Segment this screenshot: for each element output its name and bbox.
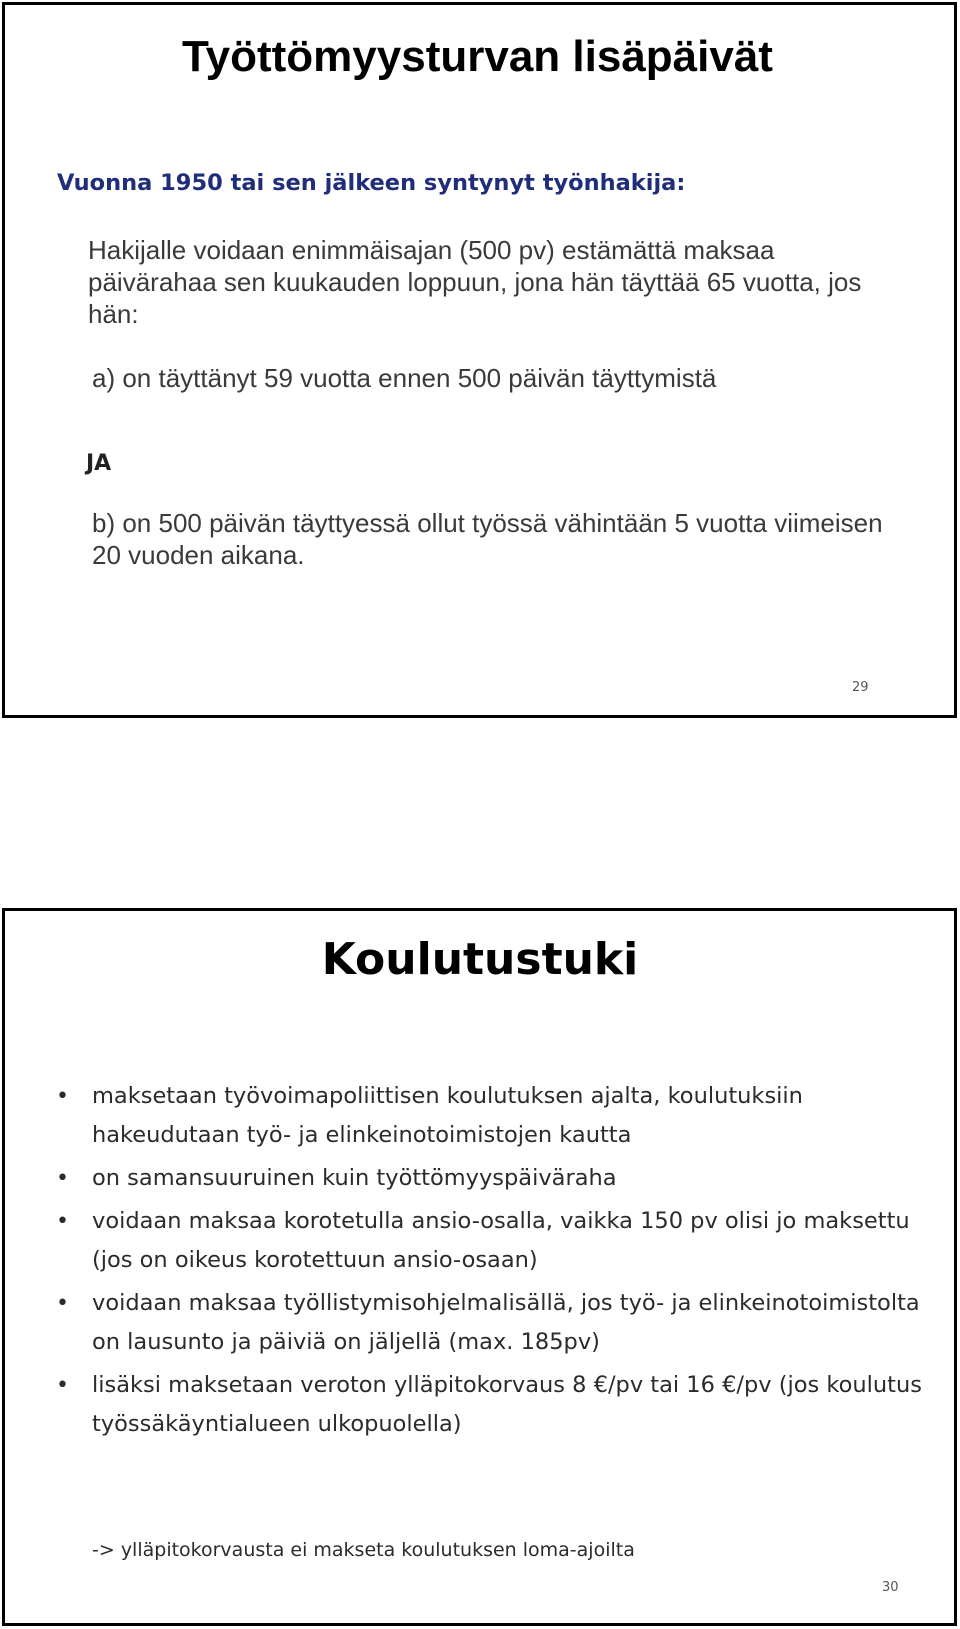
slide-1-condition-b: b) on 500 päivän täyttyessä ollut työssä vähintään 5 vuotta viimeisen 20 vuoden aikana. [92, 508, 883, 570]
slide-2-bullet-list [56, 1077, 936, 1448]
slide-1-subheading: Vuonna 1950 tai sen jälkeen syntynyt työnhakija: [57, 170, 686, 196]
slide-1 [2, 2, 957, 718]
slide-1-intro-text: Hakijalle voidaan enimmäisajan (500 pv) estämättä maksaa päivärahaa sen kuukauden loppuun, jona hän täyttää 65 vuotta, jos hän: [88, 235, 862, 329]
bullet-icon: • [56, 1373, 69, 1398]
bullet-text: maksetaan työvoimapoliittisen koulutuksen ajalta, koulutuksiin hakeudutaan työ- ja elinkeinotoimistojen kautta [92, 1083, 803, 1148]
bullet-text: voidaan maksaa korotetulla ansio-osalla, vaikka 150 pv olisi jo maksettu (jos on oikeus korotettuun ansio-osaan) [92, 1208, 910, 1273]
bullet-text: on samansuuruinen kuin työttömyyspäiväraha [92, 1165, 617, 1191]
list-item [56, 1159, 936, 1198]
bullet-icon: • [56, 1166, 69, 1191]
list-item [56, 1284, 936, 1362]
slide-2-note: -> ylläpitokorvausta ei makseta koulutuksen loma-ajoilta [92, 1539, 635, 1561]
slide-1-condition-a: a) on täyttänyt 59 vuotta ennen 500 päivän täyttymistä [92, 363, 717, 393]
bullet-icon: • [56, 1291, 69, 1316]
list-item [56, 1202, 936, 1280]
slide-2-page-number: 30 [882, 1580, 899, 1595]
list-item [56, 1366, 936, 1444]
slide-1-title: Työttömyysturvan lisäpäivät [182, 32, 773, 81]
bullet-icon: • [56, 1084, 69, 1109]
list-item [56, 1077, 936, 1155]
slide-1-connector: JA [86, 451, 112, 476]
bullet-text: lisäksi maksetaan veroton ylläpitokorvaus 8 €/pv tai 16 €/pv (jos koulutus työssäkäyntialueen ulkopuolella) [92, 1372, 922, 1437]
slide-2-title: Koulutustuki [321, 934, 639, 985]
bullet-icon: • [56, 1209, 69, 1234]
slide-1-page-number: 29 [852, 680, 869, 695]
bullet-text: voidaan maksaa työllistymisohjelmalisällä, jos työ- ja elinkeinotoimistolta on lausunto ja päiviä on jäljellä (max. 185pv) [92, 1290, 920, 1355]
